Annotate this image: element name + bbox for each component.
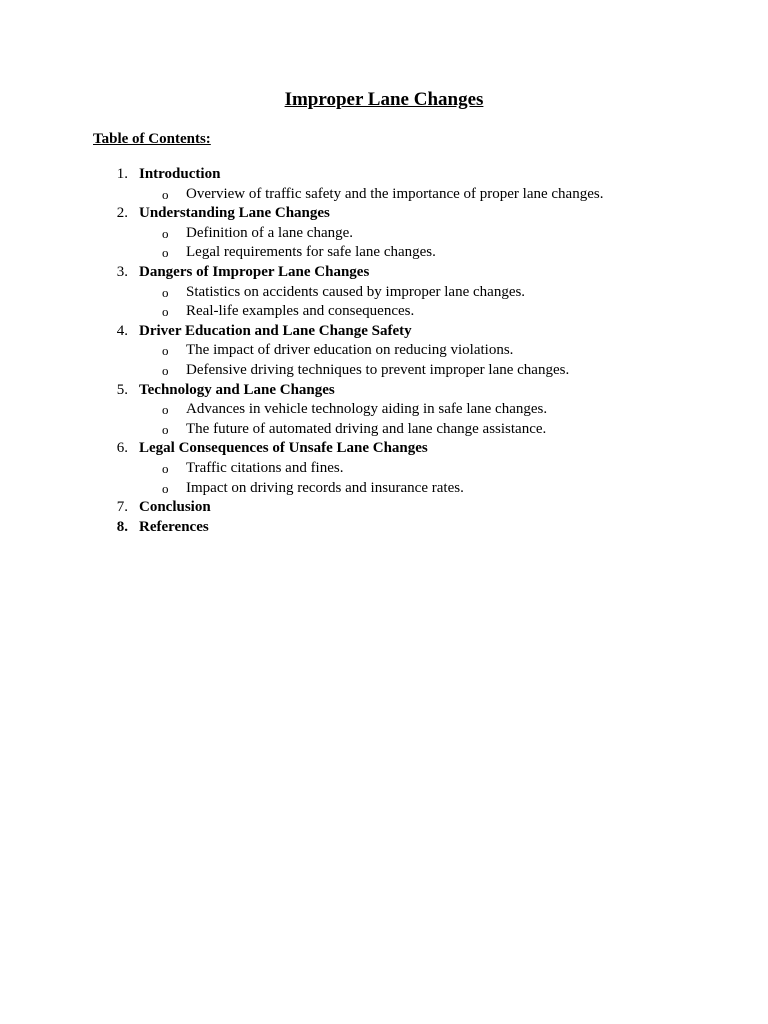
circle-bullet-icon: o (162, 245, 169, 261)
toc-item-number: 3. (116, 263, 128, 280)
circle-bullet-icon: o (162, 362, 169, 378)
toc-item-number: 2. (116, 205, 128, 222)
toc-item-number: 4. (116, 322, 128, 339)
circle-bullet-icon: o (162, 421, 169, 437)
document-title: Improper Lane Changes (284, 89, 484, 110)
toc-item (0, 263, 768, 283)
circle-bullet-icon: o (162, 480, 169, 496)
toc-item-number: 6. (116, 440, 128, 457)
toc-subitem-text: Defensive driving techniques to prevent improper lane changes. (186, 361, 570, 378)
toc-item (0, 518, 768, 538)
toc-subitem (0, 283, 768, 303)
toc-item-label: Driver Education and Lane Change Safety (139, 322, 412, 339)
toc-subitem (0, 341, 768, 361)
toc-subitem-text: Advances in vehicle technology aiding in safe lane changes. (186, 401, 548, 418)
toc-subitem-text: The future of automated driving and lane change assistance. (186, 420, 547, 437)
toc-item-label: References (139, 518, 209, 535)
toc-item (0, 322, 768, 342)
toc-subitem (0, 420, 768, 440)
toc-item (0, 439, 768, 459)
circle-bullet-icon: o (162, 225, 169, 241)
toc-item (0, 498, 768, 518)
circle-bullet-icon: o (162, 402, 169, 418)
toc-item-number: 5. (116, 381, 128, 398)
circle-bullet-icon: o (162, 304, 169, 320)
toc-item-label: Introduction (139, 166, 221, 182)
circle-bullet-icon: o (162, 186, 169, 202)
toc-subitem (0, 302, 768, 322)
toc-item-label: Dangers of Improper Lane Changes (139, 263, 370, 280)
toc-subitem-text: Traffic citations and fines. (186, 459, 344, 476)
toc-item (0, 165, 768, 185)
toc-item-label: Technology and Lane Changes (139, 381, 335, 398)
toc-item-label: Understanding Lane Changes (139, 205, 330, 222)
toc-item (0, 381, 768, 401)
toc-item-number: 1. (116, 166, 128, 182)
toc-subitem (0, 243, 768, 263)
circle-bullet-icon: o (162, 343, 169, 359)
toc-subitem (0, 185, 768, 205)
toc-heading: Table of Contents: (93, 131, 211, 147)
toc-subitem-text: Definition of a lane change. (186, 224, 354, 241)
toc-item (0, 204, 768, 224)
toc-subitem-text: Overview of traffic safety and the importance of proper lane changes. (186, 185, 604, 202)
toc-item-number: 8. (116, 518, 128, 535)
toc-subitem (0, 459, 768, 479)
toc-subitem-text: Real-life examples and consequences. (186, 303, 415, 320)
toc-subitem (0, 361, 768, 381)
toc-subitem-text: Statistics on accidents caused by improper lane changes. (186, 283, 526, 300)
toc-subitem-text: The impact of driver education on reducing violations. (186, 342, 514, 359)
toc-subitem (0, 479, 768, 499)
toc-subitem (0, 224, 768, 244)
circle-bullet-icon: o (162, 284, 169, 300)
circle-bullet-icon: o (162, 460, 169, 476)
toc-item-label: Conclusion (139, 499, 211, 516)
toc-subitem-text: Legal requirements for safe lane changes. (186, 244, 436, 261)
toc-subitem (0, 400, 768, 420)
toc-item-label: Legal Consequences of Unsafe Lane Changes (139, 440, 428, 457)
toc-item-number: 7. (116, 499, 128, 516)
table-of-contents (0, 165, 768, 537)
toc-subitem-text: Impact on driving records and insurance rates. (186, 479, 464, 496)
